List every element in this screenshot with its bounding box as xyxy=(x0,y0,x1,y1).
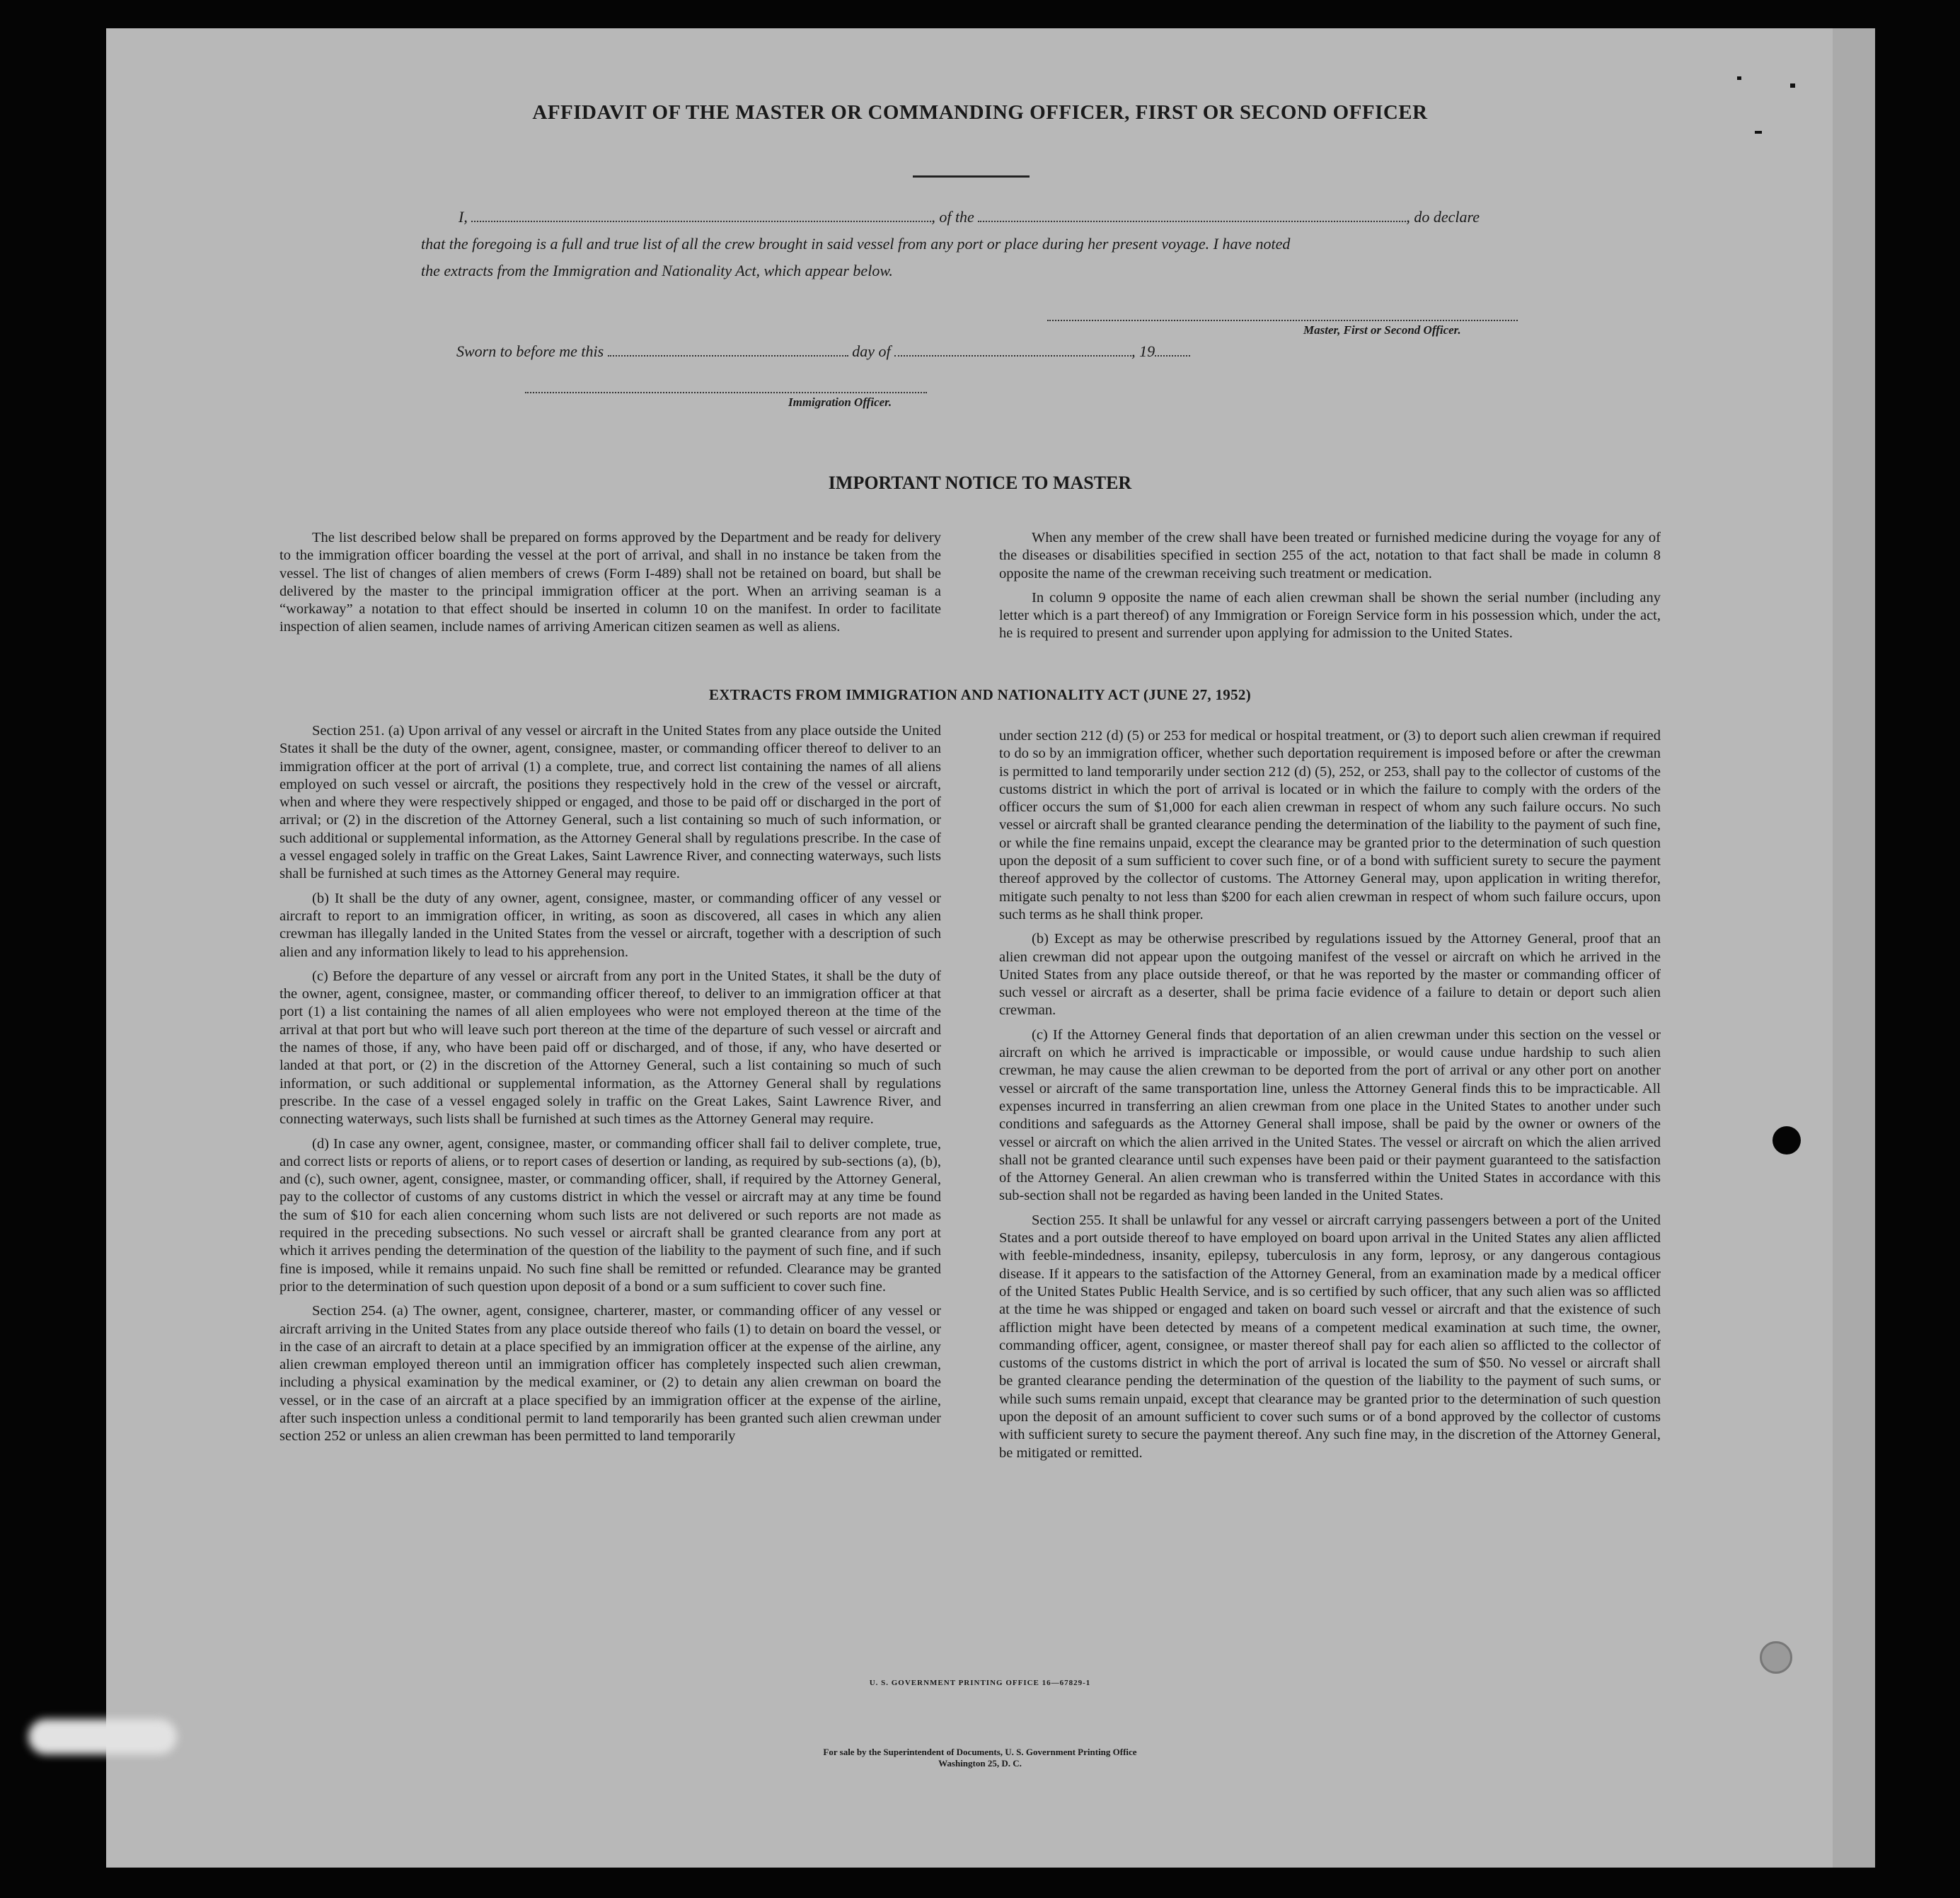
day-of-label: day of xyxy=(852,342,891,360)
notice-right-column xyxy=(999,529,1661,649)
affidavit-title: AFFIDAVIT OF THE MASTER OR COMMANDING OFFICER, FIRST OR SECOND OFFICER xyxy=(532,101,1428,124)
section-paragraph: Section 251. (a) Upon arrival of any vessel or aircraft in the United States from any place outside the United States it shall be the duty of the owner, agent, consignee, master, or commanding officer thereof to deliver to an immigration officer at the port of arrival (1) a complete, true, and correct list containing the names of all aliens employed on such vessel or aircraft, the positions they respectively hold in the crew of the vessel or aircraft, when and where they were respectively shipped or engaged, and those to be paid off or discharged in the port of arrival; or (2) in the discretion of the Attorney General, such a list containing so much of such information, or such additional or supplemental information, as the Attorney General shall by regulations prescribe. In the case of a vessel engaged solely in traffic on the Great Lakes, Saint Lawrence River, and connecting waterways, such lists shall be furnished at such times as the Attorney General may require. xyxy=(279,723,941,882)
vessel-field[interactable] xyxy=(978,207,1406,222)
sworn-year-field[interactable] xyxy=(1155,341,1190,357)
sworn-line xyxy=(456,341,1190,361)
notice-paragraph: The list described below shall be prepared on forms approved by the Department and be ready for delivery to the immigration officer boarding the vessel at the port of arrival, and shall in no instance be taken from the vessel. The list of changes of alien members of crews (Form I-489) shall not be retained on board, but shall be delivered by the master to the principal immigration officer at the port. When an arriving seaman is a “workaway” a notation to that effect should be inserted in column 10 on the manifest. In order to facilitate inspection of alien seamen, include names of arriving American citizen seamen as well as aliens. xyxy=(279,530,941,635)
sale-line: Washington 25, D. C. xyxy=(938,1758,1022,1769)
of-the-label: , of the xyxy=(931,208,974,226)
sale-notice xyxy=(0,1747,1960,1769)
sworn-day-field[interactable] xyxy=(608,341,848,357)
notice-paragraph: In column 9 opposite the name of each alien crewman shall be shown the serial number (including any letter which is a part thereof) of any Immigration or Foreign Service form in his possession which, under the act, he is required to present and surrender upon applying for admission to the United States. xyxy=(999,589,1661,642)
officer-signature-label: Immigration Officer. xyxy=(788,395,892,409)
section-paragraph: (c) If the Attorney General finds that deportation of an alien crewman under this section on the vessel or aircraft on which he arrived is impracticable or impossible, or would cause undue hardship to such alien crewman, he may cause the alien crewman to be deported from the port of arrival or any other port on another vessel or aircraft of the same transportation line, unless the Attorney General finds this to be impracticable. All expenses incurred in transferring an alien crewman from one place in the United States to another under such conditions and safeguards as the Attorney General shall impose, shall be paid by the owner or owners of the vessel or aircraft on which the alien arrived in the United States. The vessel or aircraft on which the alien arrived shall not be granted clearance until such expenses have been paid or their payment guaranteed to the satisfaction of the Attorney General. An alien crewman who is transferred within the United States in accordance with this sub-section shall not be regarded as having been landed in the United States. xyxy=(999,1026,1661,1204)
name-field[interactable] xyxy=(471,207,931,222)
statement-line: the extracts from the Immigration and Nationality Act, which appear below. xyxy=(421,262,893,279)
printer-imprint: U. S. GOVERNMENT PRINTING OFFICE 16—67829-1 xyxy=(869,1679,1091,1687)
statement-line: that the foregoing is a full and true list of all the crew brought in said vessel from any port or place during her present voyage. I have noted xyxy=(421,235,1291,253)
declare-label: , do declare xyxy=(1406,208,1480,226)
notice-left-column xyxy=(279,529,941,643)
scan-edge xyxy=(1833,28,1875,1868)
extracts-left-column xyxy=(279,722,941,1452)
section-paragraph: (b) Except as may be otherwise prescribed by regulations issued by the Attorney General, proof that an alien crewman did not appear upon the outgoing manifest of the vessel or aircraft on which he arrived in the United States from any place outside thereof, or that he was reported by the master or commanding officer of such vessel or aircraft as a deserter, shall be prima facie evidence of a failure to detain or deport such alien crewman. xyxy=(999,931,1661,1019)
section-paragraph: (d) In case any owner, agent, consignee, master, or commanding officer shall fail to deliver complete, true, and correct lists or reports of aliens, or to report cases of desertion or landing, as required by sub-sections (a), (b), and (c), such owner, agent, consignee, master, or commanding officer, shall, if required by the Attorney General, pay to the collector of customs of any customs district in which the vessel or aircraft may at any time be found the sum of $10 for each alien concerning whom such lists are not delivered or such reports are not made as required in the preceding subsections. No such vessel or aircraft shall be granted clearance from any port at which it arrives pending the determination of the question of the liability to the payment of such fine, and if such fine is imposed, while it remains unpaid. No such fine shall be remitted or refunded. Clearance may be granted prior to the determination of such question upon deposit of a bond or a sum sufficient to cover such fine. xyxy=(279,1135,941,1295)
notice-heading: IMPORTANT NOTICE TO MASTER xyxy=(828,473,1132,493)
punch-hole-outline xyxy=(1760,1641,1792,1674)
declaration-statement xyxy=(421,231,1521,284)
sworn-month-field[interactable] xyxy=(894,341,1131,357)
declaration-line xyxy=(459,207,1480,226)
i-label: I, xyxy=(459,208,468,226)
extracts-right-column xyxy=(999,727,1661,1469)
title-rule xyxy=(913,175,1030,178)
officer-signature-field[interactable] xyxy=(525,392,927,393)
section-paragraph: Section 255. It shall be unlawful for any vessel or aircraft carrying passengers between a port of the United States and a port outside thereof to have employed on board upon arrival in the United States any alien afflicted with feeble-mindedness, insanity, epilepsy, tuberculosis in any form, leprosy, or any dangerous contagious disease. If it appears to the satisfaction of the Attorney General, from an examination made by a medical officer of the United States Public Health Service, and is so certified by such officer, that any such alien was so afflicted at the time he was shipped or engaged and taken on board such vessel or aircraft and that the existence of such affliction might have been detected by means of a competent medical examination at such time, the owner, commanding officer, agent, consignee, or master thereof shall pay for each alien so afflicted to the collector of customs of the customs district in which the port of arrival is located the sum of $50. No vessel or aircraft shall be granted clearance pending the determination of the question of the liability to the payment of such sums, or while such sums remain unpaid, except that clearance may be granted prior to the determination of such question upon the deposit of an amount sufficient to cover such sums or of a bond approved by the collector of customs with sufficient surety to secure the payment thereof. Any such fine may, in the discretion of the Attorney General, be mitigated or remitted. xyxy=(999,1212,1661,1461)
section-paragraph: under section 212 (d) (5) or 253 for medical or hospital treatment, or (3) to deport such alien crewman if required to do so by an immigration officer, whether such deportation requirement is imposed before or after the crewman is permitted to land temporarily under section 212 (d) (5), 252, or 253, shall pay to the collector of customs of the customs district in which the port of arrival is located or in which the failure to comply with the orders of the officer occurs the sum of $1,000 for each alien crewman in respect of whom any such failure occurs. No such vessel or aircraft shall be granted clearance pending the determination of the liability to the payment of such fine, or while the fine remains unpaid, except the clearance may be granted prior to the determination of such question upon the deposit of a sum sufficient to cover such fine, or of a bond with sufficient surety to secure the payment thereof approved by the collector of customs. The Attorney General may, upon application in writing therefor, mitigate such penalty to not less than $200 for each alien crewman in respect of whom such failure occurs, upon such terms as he shall think proper. xyxy=(999,728,1661,922)
section-paragraph: Section 254. (a) The owner, agent, consignee, charterer, master, or commanding officer of any vessel or aircraft arriving in the United States from any place outside thereof who fails (1) to detain on board the vessel, or in the case of an aircraft to detain at a place specified by an immigration officer at the expense of the airline, any alien crewman employed thereon until an immigration officer has completely inspected such alien crewman, including a physical examination by the medical examiner, or (2) to detain any alien crewman on board the vessel, or in the case of an aircraft at a place specified by an immigration officer at the expense of the airline, after such inspection unless a conditional permit to land temporarily has been granted such alien crewman under section 252 or unless an alien crewman has been permitted to land temporarily xyxy=(279,1303,941,1445)
section-paragraph: (c) Before the departure of any vessel or aircraft from any port in the United States, it shall be the duty of the owner, agent, consignee, master, or commanding officer thereof, to deliver to an immigration officer at that port (1) a list containing the names of all alien employees who were not employed thereon at the time of the arrival at that port but who will leave such port thereon at the time of the departure of such vessel or aircraft and the names of those, if any, who have been paid off or discharged, and of those, if any, who have deserted or landed at that port, or (2) in the discretion of the Attorney General, such a list containing so much of such information, or such additional or supplemental information, as the Attorney General shall by regulations prescribe. In the case of a vessel engaged solely in traffic on the Great Lakes, Saint Lawrence River, and connecting waterways, such lists shall be furnished at such times as the Attorney General may require. xyxy=(279,968,941,1128)
extracts-heading: EXTRACTS FROM IMMIGRATION AND NATIONALITY ACT (JUNE 27, 1952) xyxy=(709,686,1251,703)
notice-paragraph: When any member of the crew shall have been treated or furnished medicine during the voyage for any of the diseases or disabilities specified in section 255 of the act, notation to that fact shall be made in column 8 opposite the name of the crewman receiving such treatment or medication. xyxy=(999,530,1661,581)
sworn-label: Sworn to before me this xyxy=(456,342,604,360)
scan-speck xyxy=(1790,83,1795,88)
scan-speck xyxy=(1737,76,1741,80)
scan-speck xyxy=(1755,131,1762,134)
sale-line: For sale by the Superintendent of Documents, U. S. Government Printing Office xyxy=(823,1747,1137,1757)
section-paragraph: (b) It shall be the duty of any owner, agent, consignee, master, or commanding officer of any vessel or aircraft to report to an immigration officer, in writing, as soon as discovered, all cases in which any alien crewman has illegally landed in the United States from the vessel or aircraft, together with a description of such alien and any information likely to lead to his apprehension. xyxy=(279,890,941,960)
master-signature-label: Master, First or Second Officer. xyxy=(1303,323,1461,337)
punch-hole xyxy=(1772,1126,1801,1155)
year-label: , 19 xyxy=(1131,342,1155,360)
master-signature-field[interactable] xyxy=(1047,320,1518,321)
